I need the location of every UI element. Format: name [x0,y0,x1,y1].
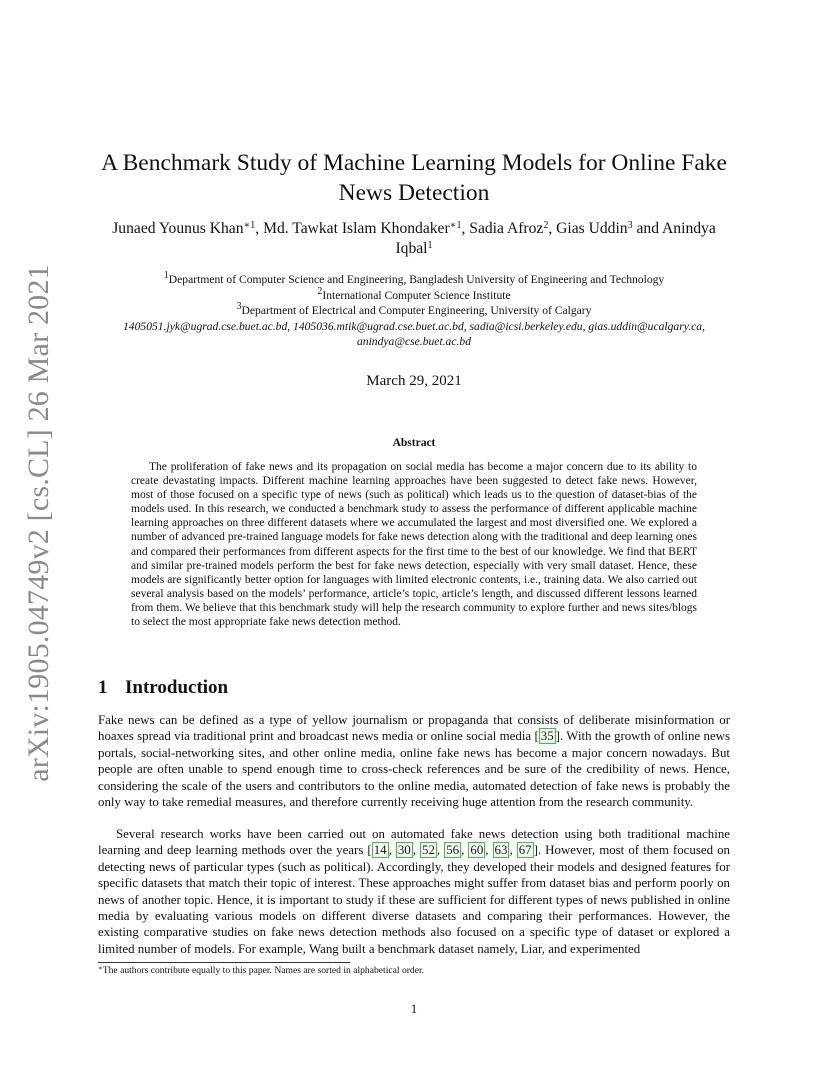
author-separator: and [632,220,663,237]
paragraph: Several research works have been carried out on automated fake news detection using both traditional machine learning and deep learning methods over the years [ 14 , 30 , 52 , 56 , 60 , 63 , 67 ]. However, most of them focused on detecting news of particular types (such as political). Accordingly, they developed their models and designed features for specific datasets that match their topic of interest. These approaches might suffer from dataset bias and perform poorly on news of another topic. Hence, it is important to study if these are sufficient for different types of news published in online media by evaluating various models on different diverse datasets and comparing their performances. However, the existing comparative studies on fake news detection methods also focused on a specific type of dataset or explored a limited number of models. For example, Wang built a benchmark dataset namely, Liar, and experimented [98,827,730,956]
author-mark: 3 [627,220,633,231]
paragraph: Fake news can be defined as a type of yellow journalism or propaganda that consists of deliberate misinformation or hoaxes spread via traditional print and broadcast news media or online social media [ 35 ]. With the growth of online news portals, social-networking sites, and other online media, online fake news has become a major concern nowadays. But people are often unable to spend enough time to cross-check references and be sure of the credibility of news. Hence, considering the scale of the users and contributors to the online media, automated detection of fake news is probably the only way to take remedial measures, and therefore currently receiving huge attention from the research community. [98,713,730,810]
citation-link[interactable]: 52 [422,843,435,858]
author-separator: , [255,220,264,237]
paper-title: A Benchmark Study of Machine Learning Models for Online Fake News Detection [101,150,727,206]
citation-link[interactable]: 14 [373,843,387,858]
affiliation: $^3$Department of Electrical and Computer Engineering, University of Calgary [236,301,592,317]
citation-link[interactable]: 30 [397,843,411,858]
citation-link[interactable]: 60 [470,843,484,858]
affiliations [80,272,748,350]
author-mark: ∗1 [243,220,256,231]
abstract-heading: Abstract [392,437,436,449]
citation-link[interactable]: 35 [540,729,554,744]
citation-link[interactable]: 63 [494,843,508,858]
page-number: 1 [410,1002,418,1016]
footnote-mark: ∗ [98,964,103,972]
affiliation-mark: 1 [163,270,169,281]
citation-link[interactable]: 67 [518,843,532,858]
author: Sadia Afroz [469,220,544,237]
author-separator: , [461,220,470,237]
author-mark: 1 [427,240,433,251]
affiliation: $^1$Department of Computer Science and Engineering, Bangladesh University of Engineering and Technology [163,270,665,286]
author-emails: 1405051.jyk@ugrad.cse.buet.ac.bd, 1405036.mtik@ugrad.cse.buet.ac.bd, sadia@icsi.berkeley.edu, gias.uddin@ucalgary.ca, anindya@cse.buet.ac.bd [123,319,705,348]
affiliation: $^2$International Computer Science Institute [317,285,511,302]
author-list [98,219,730,259]
affiliation-mark: 2 [317,285,323,297]
author: Gias Uddin [556,220,628,237]
abstract-body: The proliferation of fake news and its propagation on social media has become a major concern due to its ability to create devastating impacts. Different machine learning approaches have been suggested to detect fake news. However, most of those focused on a specific type of news (such as political) which leads us to the question of dataset-bias of the models used. In this research, we conducted a benchmark study to assess the performance of different applicable machine learning approaches on three different datasets where we accumulated the largest and most diversified one. We explored a number of advanced pre-trained language models for fake news detection along with the traditional and deep learning ones and compared their performances from different aspects for the first time to the best of our knowledge. We find that BERT and similar pre-trained models perform the best for fake news detection, especially with very small dataset. Hence, these models are significantly better option for languages with limited electronic contents, i.e., training data. We also carried out several analysis based on the models’ performance, article’s topic, article’s length, and discussed different lessons learned from them. We believe that this benchmark study will help the research community to explore further and news sites/blogs to select the most appropriate fake news detection method. [131,461,697,629]
section-number: 1 [98,677,108,698]
arxiv-identifier: arXiv:1905.04749v2 [cs.CL] 26 Mar 2021 [22,264,55,782]
footnote: ∗The authors contribute equally to this paper. Names are sorted in alphabetical order. [98,964,425,976]
paper-date: March 29, 2021 [366,373,462,389]
footnote-rule [98,962,350,963]
author: Junaed Younus Khan [112,220,244,237]
author: Md. Tawkat Islam Khondaker [263,220,450,237]
author-mark: 2 [543,220,549,231]
affiliation-mark: 3 [236,301,242,312]
author: Anindya Iqbal [395,220,716,257]
section-heading [98,676,228,700]
author-mark: ∗1 [449,220,462,231]
author-separator: , [548,220,557,237]
citation-link[interactable]: 56 [446,843,460,858]
section-title: Introduction [125,677,229,698]
